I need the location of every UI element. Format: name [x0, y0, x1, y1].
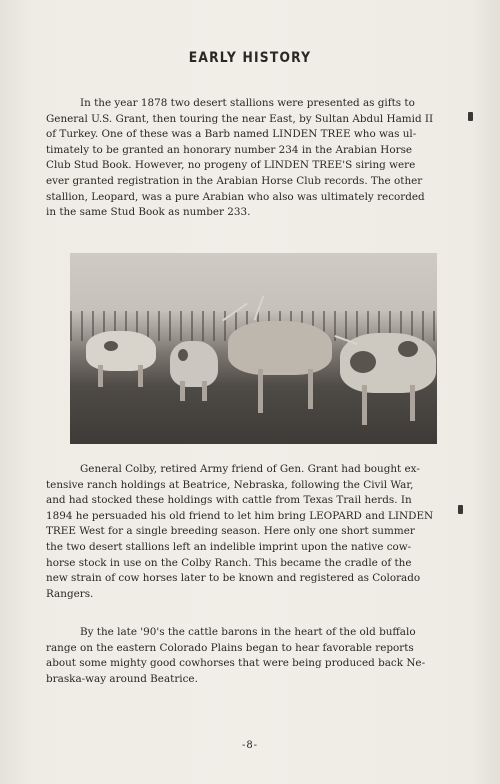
cow-figure — [86, 331, 156, 371]
text-line: Rangers. — [46, 587, 94, 600]
paragraph-cattle-barons — [46, 625, 462, 687]
cow-figure — [340, 333, 436, 393]
paragraph-early-gifts — [46, 96, 462, 221]
text-line: braska-way around Beatrice. — [46, 672, 198, 685]
staple-mark — [468, 112, 473, 121]
text-line: the two desert stallions left an indelible imprint upon the native cow- — [46, 540, 412, 553]
paragraph-colby-ranch — [46, 462, 462, 602]
page-title: EARLY HISTORY — [188, 50, 312, 66]
text-line: General U.S. Grant, then touring the near East, by Sultan Abdul Hamid II — [46, 112, 434, 125]
text-line: new strain of cow horses later to be known and registered as Colorado — [46, 572, 421, 585]
cattle-photo — [70, 253, 437, 444]
text-line: in the same Stud Book as number 233. — [46, 206, 251, 219]
text-line: ever granted registration in the Arabian Horse Club records. The other — [46, 174, 423, 187]
text-line: By the late '90's the cattle barons in the heart of the old buffalo — [80, 626, 416, 638]
text-line: and had stocked these holdings with cattle from Texas Trail herds. In — [46, 494, 412, 507]
text-line: of Turkey. One of these was a Barb named LINDEN TREE who was ul- — [46, 128, 417, 141]
text-line: stallion, Leopard, was a pure Arabian who also was ultimately recorded — [46, 190, 425, 203]
text-line: 1894 he persuaded his old friend to let him bring LEOPARD and LINDEN — [46, 509, 434, 522]
text-line: General Colby, retired Army friend of Gen. Grant had bought ex- — [80, 463, 420, 475]
text-line: tensive ranch holdings at Beatrice, Nebraska, following the Civil War, — [46, 478, 414, 491]
text-line: horse stock in use on the Colby Ranch. This became the cradle of the — [46, 556, 412, 569]
text-line: range on the eastern Colorado Plains began to hear favorable reports — [46, 641, 414, 654]
cow-figure — [170, 341, 218, 387]
text-line: In the year 1878 two desert stallions were presented as gifts to — [80, 97, 415, 109]
text-line: TREE West for a single breeding season. Here only one short summer — [46, 525, 415, 538]
staple-mark — [458, 505, 463, 514]
text-line: about some mighty good cowhorses that were being produced back Ne- — [46, 657, 426, 670]
text-line: Club Stud Book. However, no progeny of LINDEN TREE'S siring were — [46, 159, 416, 172]
page-number: -8- — [241, 740, 259, 751]
longhorn-steer-figure — [228, 321, 332, 375]
text-line: timately to be granted an honorary number 234 in the Arabian Horse — [46, 143, 413, 156]
